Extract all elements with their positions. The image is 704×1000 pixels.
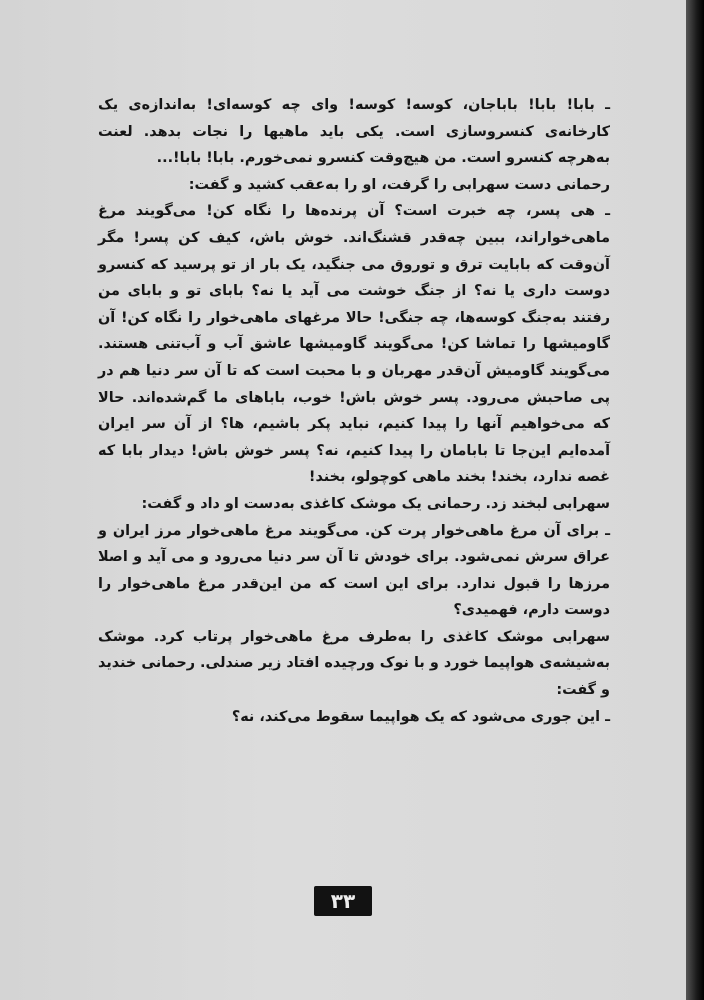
page-edge-shadow <box>686 0 704 1000</box>
paragraph-2: رحمانی دست سهرابی را گرفت، او را به‌عقب کشید و گفت: <box>188 176 610 193</box>
paragraph-7: ـ این جوری می‌شود که یک هواپیما سقوط می‌کند، نه؟ <box>231 708 610 725</box>
paragraph-6: سهرابی موشک کاغذی را به‌طرف مرغ ماهی‌خوار پرتاب کرد. موشک به‌شیشه‌ی هواپیما خورد و با نوک ورچیده افتاد زیر صندلی. رحمانی خندید و گفت: <box>98 628 610 699</box>
paragraph-5: ـ برای آن مرغ ماهی‌خوار پرت کن. می‌گویند مرغ ماهی‌خوار مرز ایران و عراق سرش نمی‌شود. برای خودش تا آن سر دنیا می‌رود و می آید و اصلا مرزها را قبول ندارد. برای این است که من این‌قدر مرغ ماهی‌خوار را دوست دارم، فهمیدی؟ <box>98 522 610 619</box>
page-number: ۳۳ <box>314 886 372 916</box>
paragraph-4: سهرابی لبخند زد. رحمانی یک موشک کاغذی به‌دست او داد و گفت: <box>141 495 610 512</box>
paragraph-3: ـ هی پسر، چه خبرت است؟ آن پرنده‌ها را نگاه کن! می‌گویند مرغ ماهی‌خواراند، ببین چه‌قدر قشنگ‌اند. خوش باش، کیف کن پسر! مگر آن‌وقت که بابایت ترق و توروق می جنگید، یک بار از تو پرسید که کنسرو دوست داری یا نه؟ از جنگ خوشت می آید یا نه؟ بابای تو و بابای من رفتند به‌جنگ کوسه‌ها، چه جنگی! حالا مرغهای ماهی‌خوار را نگاه کن! آن گاومیشها را تماشا کن! می‌گویند گاومیشها عاشق آب و آب‌تنی هستند. می‌گویند گاومیش آن‌قدر مهربان و با محبت است که تا آن سر دنیا هم در پی صاحبش می‌رود. پسر خوش باش! خوب، باباهای ما گم‌شده‌اند. حالا که می‌خواهیم آنها را پیدا کنیم، نباید پکر باشیم، ها؟ از آن سر ایران آمده‌ایم این‌جا تا بابامان را پیدا کنیم، نه؟ پسر خوش باش! دیدار بابا که غصه ندارد، بخند! بخند ماهی کوچولو، بخند! <box>98 203 610 486</box>
paragraph-1: ـ بابا! بابا! باباجان، کوسه! کوسه! وای چه کوسه‌ای! به‌اندازه‌ی یک کارخانه‌ی کنسروسازی است. یکی باید ماهیها را نجات بدهد. لعنت به‌هرچه کنسرو است. من هیچ‌وقت کنسرو نمی‌خورم. بابا! بابا!... <box>98 97 610 167</box>
body-text <box>98 92 610 730</box>
